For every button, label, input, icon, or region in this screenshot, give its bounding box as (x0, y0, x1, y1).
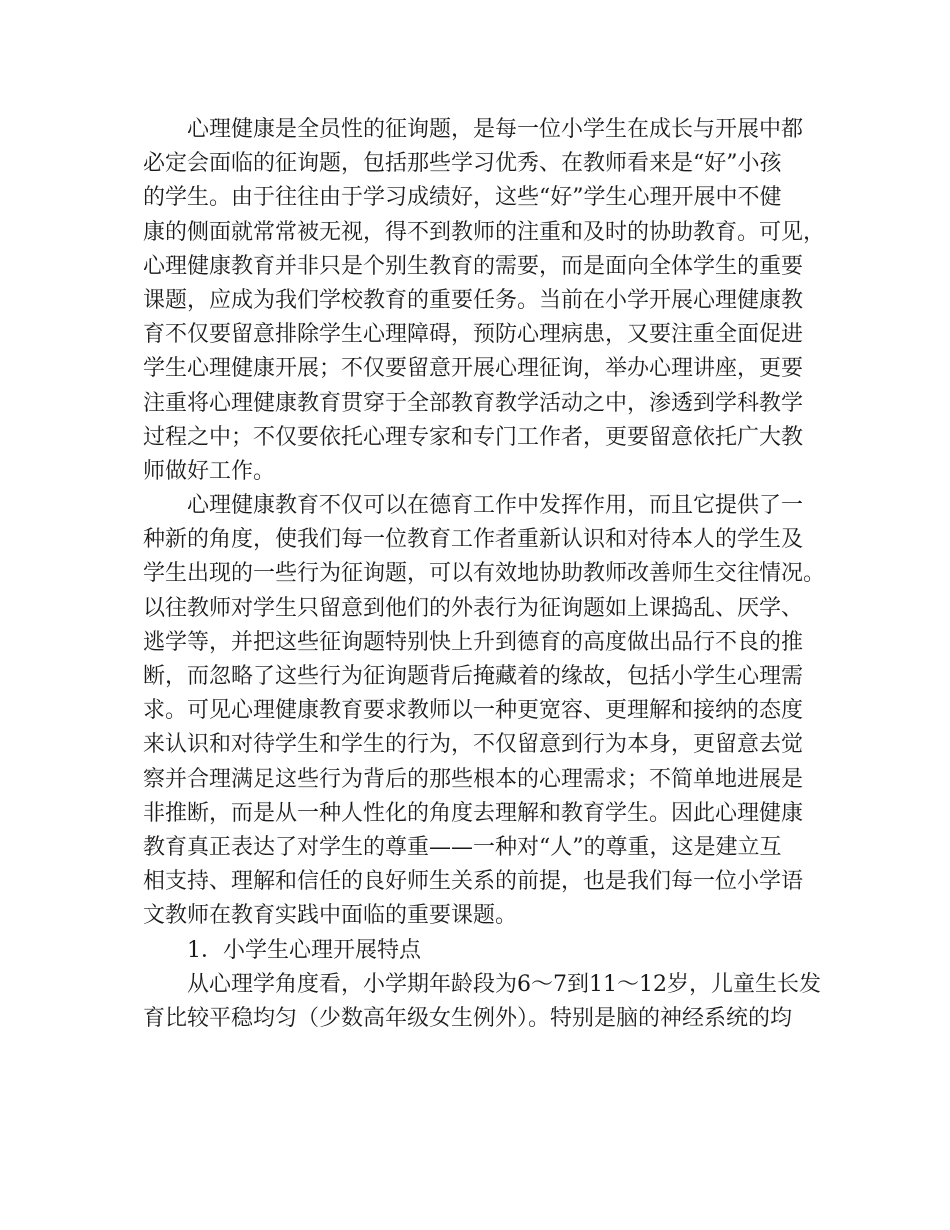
document-body (143, 113, 826, 1036)
paragraph-line: 从心理学角度看，小学期年龄段为6～7到11～12岁，儿童生长发 (187, 971, 821, 997)
paragraph-line: 过程之中；不仅要依托心理专家和专门工作者，更要留意依托广大教 (143, 424, 804, 450)
paragraph-line: 学生心理健康开展；不仅要留意开展心理征询，举办心理讲座，更要 (143, 356, 804, 382)
paragraph-line: 相支持、理解和信任的良好师生关系的前提，也是我们每一位小学语 (143, 869, 804, 895)
paragraph-line: 断，而忽略了这些行为征询题背后掩藏着的缘故，包括小学生心理需 (143, 664, 804, 689)
paragraph-line: 注重将心理健康教育贯穿于全部教育教学活动之中，渗透到学科教学 (143, 390, 804, 416)
section-heading: 1．小学生心理开展特点 (187, 937, 421, 963)
paragraph-line: 种新的角度，使我们每一位教育工作者重新认识和对待本人的学生及 (143, 527, 804, 553)
paragraph-line: 育比较平稳均匀（少数高年级女生例外）。特别是脑的神经系统的均 (143, 1005, 793, 1031)
paragraph-line: 必定会面临的征询题，包括那些学习优秀、在教师看来是“好”小孩 (143, 151, 782, 177)
paragraph-line: 心理健康教育并非只是个别生教育的需要，而是面向全体学生的重要 (143, 253, 804, 279)
paragraph-line: 察并合理满足这些行为背后的那些根本的心理需求；不简单地进展是 (143, 766, 804, 792)
paragraph-line: 求。可见心理健康教育要求教师以一种更宽容、更理解和接纳的态度 (143, 698, 804, 724)
paragraph-line: 心理健康教育不仅可以在德育工作中发挥作用，而且它提供了一 (187, 493, 804, 519)
paragraph-line: 文教师在教育实践中面临的重要课题。 (143, 903, 518, 929)
paragraph-line: 的学生。由于往往由于学习成绩好，这些“好”学生心理开展中不健 (143, 185, 782, 211)
paragraph-line: 来认识和对待学生和学生的行为，不仅留意到行为本身，更留意去觉 (143, 732, 804, 758)
paragraph-line: 师做好工作。 (143, 458, 276, 484)
paragraph-line: 以往教师对学生只留意到他们的外表行为征询题如上课捣乱、厌学、 (143, 595, 804, 621)
paragraph-line: 逃学等，并把这些征询题特别快上升到德育的高度做出品行不良的推 (143, 629, 804, 655)
paragraph-line: 课题，应成为我们学校教育的重要任务。当前在小学开展心理健康教 (143, 287, 804, 313)
paragraph-line: 非推断，而是从一种人性化的角度去理解和教育学生。因此心理健康 (143, 800, 804, 826)
paragraph-line: 康的侧面就常常被无视，得不到教师的注重和及时的协助教育。可见， (143, 219, 826, 245)
paragraph-line: 心理健康是全员性的征询题，是每一位小学生在成长与开展中都 (187, 117, 804, 142)
paragraph-line: 教育真正表达了对学生的尊重——一种对“人”的尊重，这是建立互 (143, 834, 782, 860)
paragraph-line: 育不仅要留意排除学生心理障碍，预防心理病患，又要注重全面促进 (143, 322, 804, 348)
paragraph-line: 学生出现的一些行为征询题，可以有效地协助教师改善师生交往情况。 (143, 561, 826, 587)
